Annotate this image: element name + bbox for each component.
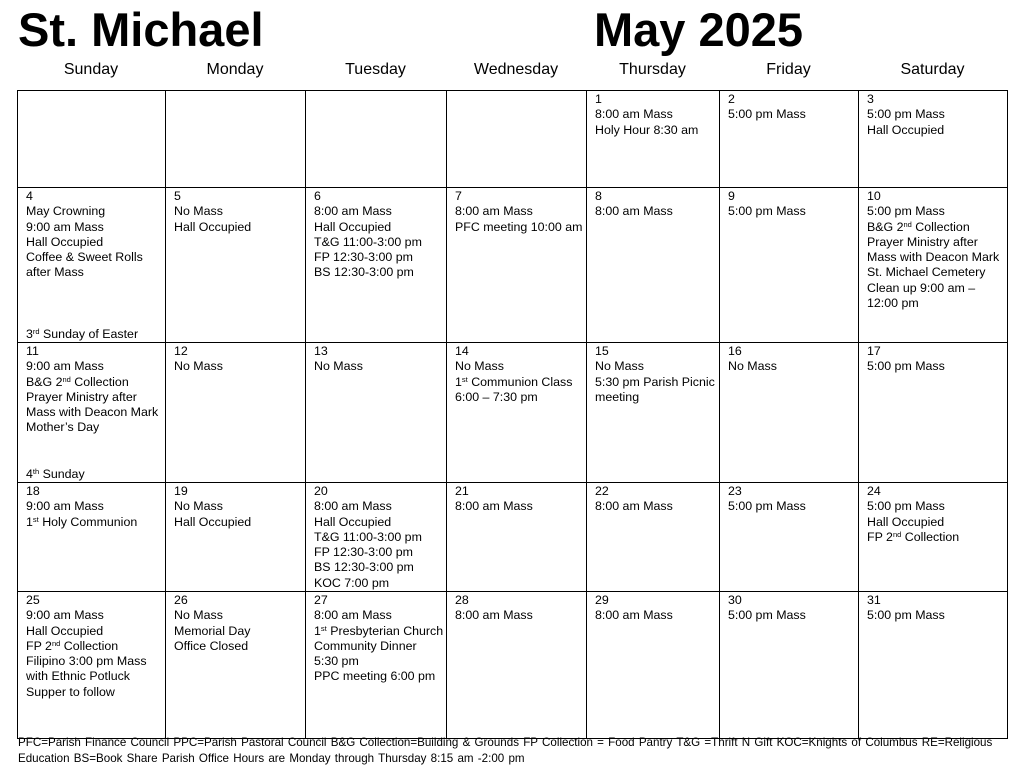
event-entry: 5:00 pm Mass xyxy=(867,359,945,374)
abbreviation-legend: PFC=Parish Finance Council PPC=Parish Pastoral Council B&G Collection=Building & Grounds FP Collection = Food Pantry T&G =Thrift N Gift KOC=Knights of Columbus RE=Religious Education BS=Book Share Parish Office Hours are Monday through Thursday 8:15 am -2:00 pm xyxy=(18,736,993,765)
day-cell-content xyxy=(859,483,1007,591)
day-cell-content xyxy=(166,91,305,187)
event-entry: 5:00 pm Mass xyxy=(867,608,945,623)
day-cell-28 xyxy=(447,592,587,739)
day-cell-13 xyxy=(306,343,447,483)
event-entry: 5:00 pm Mass xyxy=(867,107,945,122)
day-cell-16 xyxy=(720,343,859,483)
event-entry: FP 2nd Collection xyxy=(26,638,119,653)
day-number: 15 xyxy=(595,344,609,358)
day-cell-content xyxy=(447,483,586,591)
day-number: 12 xyxy=(174,344,188,358)
day-cell-content xyxy=(859,188,1007,342)
day-number: 10 xyxy=(867,189,881,203)
weekday-tuesday: Tuesday xyxy=(345,61,406,78)
weekday-wednesday: Wednesday xyxy=(473,61,559,78)
day-cell-content xyxy=(306,188,446,342)
event-entry: 5:00 pm Mass xyxy=(728,107,806,122)
event-entry: 9:00 am Mass xyxy=(26,499,104,514)
event-entry: Hall Occupied xyxy=(174,514,252,529)
empty-day-cell xyxy=(447,91,587,188)
day-cell-8 xyxy=(587,188,720,343)
event-entry: FP 2nd Collection xyxy=(867,529,960,544)
empty-day-cell xyxy=(166,91,306,188)
day-cell-content xyxy=(720,592,858,738)
event-entry: 5:00 pm Mass xyxy=(728,499,806,514)
event-entry: No Mass xyxy=(174,204,223,219)
day-cell-content xyxy=(166,188,305,342)
day-number: 17 xyxy=(867,344,881,358)
calendar-grid xyxy=(17,90,1008,739)
day-cell-14 xyxy=(447,343,587,483)
day-cell-content xyxy=(720,343,858,482)
day-cell-30 xyxy=(720,592,859,739)
event-entry: 5:00 pm Mass xyxy=(867,499,945,514)
day-number: 3 xyxy=(867,92,874,106)
event-entry: Holy Hour 8:30 am xyxy=(595,122,699,137)
event-entry: Hall Occupied xyxy=(867,122,945,137)
day-number: 22 xyxy=(595,484,609,498)
day-number: 26 xyxy=(174,593,188,607)
event-entry: 9:00 am Mass xyxy=(26,608,104,623)
day-number: 21 xyxy=(455,484,469,498)
event-entry: Hall Occupied xyxy=(26,623,104,638)
day-cell-23 xyxy=(720,483,859,592)
day-cell-content xyxy=(18,188,165,342)
event-entry: FP 12:30-3:00 pm xyxy=(314,545,413,560)
day-cell-content xyxy=(166,483,305,591)
day-number: 27 xyxy=(314,593,328,607)
event-entry: 8:00 am Mass xyxy=(595,107,673,122)
day-cell-content xyxy=(587,592,719,738)
event-entry: BS 12:30-3:00 pm xyxy=(314,265,414,280)
event-entry: 8:00 am Mass xyxy=(455,608,533,623)
day-number: 28 xyxy=(455,593,469,607)
day-cell-10 xyxy=(859,188,1008,343)
day-cell-content xyxy=(18,343,165,482)
event-entry: 8:00 am Mass xyxy=(595,204,673,219)
day-cell-2 xyxy=(720,91,859,188)
day-cell-content xyxy=(18,91,165,187)
day-cell-content xyxy=(447,91,586,187)
day-cell-content xyxy=(306,592,446,738)
day-cell-content xyxy=(720,91,858,187)
event-entry: Hall Occupied xyxy=(26,234,104,249)
event-entry: Prayer Ministry after Mass with Deacon Mark xyxy=(26,389,159,420)
day-cell-5 xyxy=(166,188,306,343)
weekday-friday: Friday xyxy=(766,61,811,78)
event-entry: PPC meeting 6:00 pm xyxy=(314,669,436,684)
event-entry: BS 12:30-3:00 pm xyxy=(314,560,414,575)
day-cell-18 xyxy=(18,483,166,592)
week-row xyxy=(18,91,1008,188)
day-cell-content xyxy=(587,91,719,187)
day-cell-content xyxy=(447,188,586,342)
event-entry: Hall Occupied xyxy=(314,219,392,234)
day-number: 16 xyxy=(728,344,742,358)
day-cell-content xyxy=(859,343,1007,482)
day-number: 19 xyxy=(174,484,188,498)
weekday-thursday: Thursday xyxy=(619,61,686,78)
event-entry: No Mass xyxy=(174,608,223,623)
day-number: 31 xyxy=(867,593,881,607)
week-row xyxy=(18,188,1008,343)
empty-day-cell xyxy=(306,91,447,188)
day-cell-1 xyxy=(587,91,720,188)
day-cell-24 xyxy=(859,483,1008,592)
event-entry: No Mass xyxy=(174,359,223,374)
day-cell-6 xyxy=(306,188,447,343)
day-cell-content xyxy=(447,343,586,482)
event-entry: B&G 2nd Collection xyxy=(26,374,129,389)
weekday-saturday: Saturday xyxy=(900,61,965,78)
day-cell-17 xyxy=(859,343,1008,483)
week-row xyxy=(18,483,1008,592)
day-cell-29 xyxy=(587,592,720,739)
day-number: 20 xyxy=(314,484,328,498)
event-entry: Office Closed xyxy=(174,638,249,653)
event-entry: 8:00 am Mass xyxy=(595,608,673,623)
day-cell-19 xyxy=(166,483,306,592)
day-cell-content xyxy=(720,483,858,591)
day-number: 11 xyxy=(26,344,39,358)
event-entry: 8:00 am Mass xyxy=(314,499,392,514)
day-number: 23 xyxy=(728,484,742,498)
event-entry: St. Michael Cemetery Clean up 9:00 am – 12:00 pm xyxy=(867,265,989,311)
day-cell-15 xyxy=(587,343,720,483)
empty-day-cell xyxy=(18,91,166,188)
event-entry: 1st Communion Class 6:00 – 7:30 pm xyxy=(455,374,576,404)
day-number: 7 xyxy=(455,189,462,203)
day-cell-content xyxy=(447,592,586,738)
event-entry: Memorial Day xyxy=(174,623,251,638)
day-cell-content xyxy=(166,592,305,738)
day-number: 24 xyxy=(867,484,881,498)
day-number: 1 xyxy=(595,92,602,106)
event-entry: Prayer Ministry after Mass with Deacon Mark xyxy=(867,234,1000,265)
day-cell-27 xyxy=(306,592,447,739)
day-cell-content xyxy=(859,91,1007,187)
event-entry: No Mass xyxy=(314,359,363,374)
day-number: 18 xyxy=(26,484,40,498)
weekday-monday: Monday xyxy=(206,61,264,78)
day-cell-11 xyxy=(18,343,166,483)
day-cell-content xyxy=(306,343,446,482)
event-entry: Hall Occupied xyxy=(174,219,252,234)
weekday-sunday: Sunday xyxy=(63,61,119,78)
day-number: 13 xyxy=(314,344,328,358)
day-number: 6 xyxy=(314,189,321,203)
week-row xyxy=(18,343,1008,483)
event-entry: 1st Holy Communion xyxy=(26,514,138,529)
event-entry: T&G 11:00-3:00 pm xyxy=(314,234,422,249)
day-number: 8 xyxy=(595,189,602,203)
event-entry: KOC 7:00 pm xyxy=(314,575,390,590)
week-row xyxy=(18,592,1008,739)
parish-title: St. Michael xyxy=(18,3,264,56)
liturgical-note: 3rd Sunday of Easter xyxy=(26,326,139,341)
event-entry: B&G 2nd Collection xyxy=(867,219,970,234)
day-number: 29 xyxy=(595,593,609,607)
day-cell-content xyxy=(587,188,719,342)
day-number: 25 xyxy=(26,593,40,607)
day-cell-content xyxy=(587,483,719,591)
day-cell-3 xyxy=(859,91,1008,188)
day-cell-4 xyxy=(18,188,166,343)
event-entry: 5:00 pm Mass xyxy=(728,608,806,623)
day-number: 5 xyxy=(174,189,181,203)
event-entry: Hall Occupied xyxy=(867,514,945,529)
day-cell-26 xyxy=(166,592,306,739)
event-entry: PFC meeting 10:00 am xyxy=(455,219,583,234)
event-entry: No Mass xyxy=(728,359,777,374)
event-entry: 5:00 pm Mass xyxy=(867,204,945,219)
day-cell-7 xyxy=(447,188,587,343)
event-entry: No Mass xyxy=(174,499,223,514)
event-entry: 8:00 am Mass xyxy=(314,608,392,623)
event-entry: 5:30 pm Parish Picnic meeting xyxy=(595,374,719,404)
event-entry: Mother’s Day xyxy=(26,420,100,435)
day-cell-12 xyxy=(166,343,306,483)
day-cell-content xyxy=(587,343,719,482)
day-cell-9 xyxy=(720,188,859,343)
event-entry: May Crowning xyxy=(26,204,106,219)
day-number: 9 xyxy=(728,189,735,203)
event-entry: 5:00 pm Mass xyxy=(728,204,806,219)
day-cell-content xyxy=(859,592,1007,738)
event-entry: T&G 11:00-3:00 pm xyxy=(314,529,422,544)
day-cell-31 xyxy=(859,592,1008,739)
event-entry: Filipino 3:00 pm Mass with Ethnic Potluck Supper to follow xyxy=(26,654,150,699)
day-cell-content xyxy=(306,483,446,591)
event-entry: 8:00 am Mass xyxy=(455,499,533,514)
event-entry: 9:00 am Mass xyxy=(26,219,104,234)
liturgical-note: 4th Sunday xyxy=(26,466,85,481)
day-cell-content xyxy=(720,188,858,342)
event-entry: Hall Occupied xyxy=(314,514,392,529)
day-cell-content xyxy=(18,592,165,738)
day-cell-25 xyxy=(18,592,166,739)
day-number: 14 xyxy=(455,344,469,358)
day-cell-20 xyxy=(306,483,447,592)
day-number: 30 xyxy=(728,593,742,607)
event-entry: FP 12:30-3:00 pm xyxy=(314,250,413,265)
event-entry: 8:00 am Mass xyxy=(595,499,673,514)
day-number: 2 xyxy=(728,92,735,106)
event-entry: No Mass xyxy=(455,359,504,374)
day-cell-content xyxy=(166,343,305,482)
month-year-title: May 2025 xyxy=(594,3,804,56)
event-entry: No Mass xyxy=(595,359,644,374)
day-cell-22 xyxy=(587,483,720,592)
event-entry: 8:00 am Mass xyxy=(314,204,392,219)
event-entry: 1st Presbyterian Church Community Dinner 5:30 pm xyxy=(314,623,447,669)
day-cell-21 xyxy=(447,483,587,592)
day-cell-content xyxy=(18,483,165,591)
event-entry: Coffee & Sweet Rolls after Mass xyxy=(26,250,147,280)
day-number: 4 xyxy=(26,189,33,203)
day-cell-content xyxy=(306,91,446,187)
event-entry: 9:00 am Mass xyxy=(26,359,104,374)
event-entry: 8:00 am Mass xyxy=(455,204,533,219)
